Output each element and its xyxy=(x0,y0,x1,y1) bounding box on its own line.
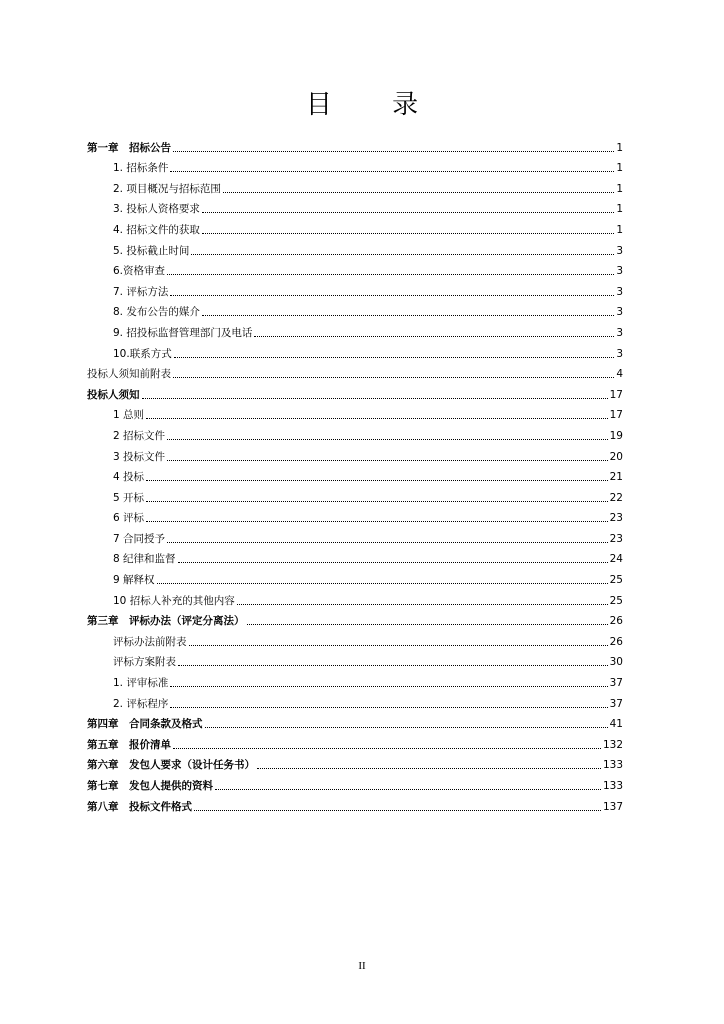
toc-entry-label: 10.联系方式 xyxy=(113,347,172,360)
toc-entry-page: 133 xyxy=(602,759,623,772)
toc-dot-leader xyxy=(173,377,614,378)
toc-entry[interactable] xyxy=(87,608,623,629)
toc-dot-leader xyxy=(146,501,608,502)
toc-entry-label: 5. 投标截止时间 xyxy=(113,244,190,257)
toc-dot-leader xyxy=(202,315,614,316)
toc-entry[interactable] xyxy=(87,299,623,320)
toc-entry[interactable] xyxy=(87,731,623,752)
toc-entry[interactable] xyxy=(87,587,623,608)
toc-entry-label: 7 合同授予 xyxy=(113,532,166,545)
toc-entry-page: 133 xyxy=(602,780,623,792)
toc-dot-leader xyxy=(194,810,601,811)
toc-entry-page: 4 xyxy=(616,368,623,381)
toc-dot-leader xyxy=(205,727,608,728)
toc-entry-label: 4. 招标文件的获取 xyxy=(113,223,200,236)
toc-entry-page: 26 xyxy=(609,615,623,628)
toc-dot-leader xyxy=(178,562,608,563)
table-of-contents xyxy=(87,134,623,814)
toc-dot-leader xyxy=(215,789,601,790)
toc-entry-page: 3 xyxy=(616,265,623,278)
toc-dot-leader xyxy=(167,439,608,440)
toc-entry-label: 第一章 招标公告 xyxy=(87,141,171,154)
toc-entry[interactable] xyxy=(87,793,623,814)
toc-entry-page: 17 xyxy=(609,409,623,422)
toc-entry[interactable] xyxy=(87,216,623,237)
toc-dot-leader xyxy=(170,686,607,687)
toc-entry-page: 1 xyxy=(616,141,623,154)
toc-entry[interactable] xyxy=(87,772,623,793)
toc-entry-label: 9. 招投标监督管理部门及电话 xyxy=(113,326,253,339)
toc-entry-label: 第四章 合同条款及格式 xyxy=(87,718,203,731)
toc-dot-leader xyxy=(173,151,614,152)
toc-entry[interactable] xyxy=(87,484,623,505)
toc-dot-leader xyxy=(146,480,608,481)
toc-entry-page: 21 xyxy=(609,471,623,484)
toc-entry-label: 1. 评审标准 xyxy=(113,677,169,690)
toc-entry-page: 23 xyxy=(609,512,623,525)
toc-entry[interactable] xyxy=(87,319,623,340)
toc-entry[interactable] xyxy=(87,628,623,649)
toc-entry[interactable] xyxy=(87,237,623,258)
toc-entry-page: 137 xyxy=(602,800,623,813)
toc-entry-label: 6 评标 xyxy=(113,512,145,525)
toc-entry-label: 第七章 发包人提供的资料 xyxy=(87,780,213,792)
toc-dot-leader xyxy=(189,645,608,646)
toc-entry-label: 8. 发布公告的媒介 xyxy=(113,306,200,319)
toc-dot-leader xyxy=(170,171,614,172)
toc-entry-label: 8 纪律和监督 xyxy=(113,553,176,566)
toc-dot-leader xyxy=(167,460,608,461)
toc-entry-label: 10 招标人补充的其他内容 xyxy=(113,594,235,607)
toc-entry-label: 4 投标 xyxy=(113,471,145,484)
toc-dot-leader xyxy=(257,768,601,769)
toc-entry[interactable] xyxy=(87,340,623,361)
toc-dot-leader xyxy=(254,336,614,337)
toc-entry-page: 3 xyxy=(616,285,623,298)
page-number: II xyxy=(358,960,366,972)
toc-entry[interactable] xyxy=(87,649,623,670)
toc-entry[interactable] xyxy=(87,196,623,217)
toc-dot-leader xyxy=(170,295,614,296)
toc-entry-page: 41 xyxy=(609,718,623,731)
toc-dot-leader xyxy=(146,521,608,522)
toc-dot-leader xyxy=(146,418,608,419)
toc-entry-label: 投标人须知前附表 xyxy=(87,368,171,381)
toc-entry-page: 23 xyxy=(609,532,623,545)
toc-entry-label: 9 解释权 xyxy=(113,574,155,587)
toc-entry-label: 6.资格审查 xyxy=(113,265,166,278)
toc-entry[interactable] xyxy=(87,443,623,464)
toc-entry-page: 3 xyxy=(616,244,623,257)
toc-entry[interactable] xyxy=(87,155,623,176)
toc-dot-leader xyxy=(167,542,608,543)
toc-entry[interactable] xyxy=(87,278,623,299)
toc-dot-leader xyxy=(202,233,614,234)
toc-entry-label: 3 投标文件 xyxy=(113,450,166,463)
toc-entry[interactable] xyxy=(87,175,623,196)
toc-entry-label: 1 总则 xyxy=(113,409,145,422)
toc-entry[interactable] xyxy=(87,361,623,382)
toc-entry[interactable] xyxy=(87,546,623,567)
toc-entry-page: 25 xyxy=(609,594,623,607)
toc-entry-label: 2. 项目概况与招标范围 xyxy=(113,182,221,195)
toc-dot-leader xyxy=(157,583,608,584)
toc-entry-label: 投标人须知 xyxy=(87,388,140,401)
toc-entry-label: 1. 招标条件 xyxy=(113,162,169,175)
toc-entry-page: 22 xyxy=(609,491,623,504)
toc-entry[interactable] xyxy=(87,690,623,711)
toc-entry-label: 第三章 评标办法（评定分离法） xyxy=(87,615,245,628)
toc-dot-leader xyxy=(223,192,614,193)
toc-dot-leader xyxy=(191,254,614,255)
toc-entry[interactable] xyxy=(87,752,623,773)
toc-entry-page: 30 xyxy=(609,656,623,669)
toc-entry-page: 132 xyxy=(602,738,623,751)
toc-entry-page: 1 xyxy=(616,203,623,216)
toc-entry-label: 2. 评标程序 xyxy=(113,697,169,710)
toc-entry-page: 1 xyxy=(616,223,623,236)
toc-entry[interactable] xyxy=(87,711,623,732)
toc-entry[interactable] xyxy=(87,402,623,423)
toc-entry-label: 7. 评标方法 xyxy=(113,285,169,298)
toc-entry-page: 20 xyxy=(609,450,623,463)
toc-dot-leader xyxy=(142,398,608,399)
toc-entry-label: 评标方案附表 xyxy=(113,656,176,669)
toc-entry[interactable] xyxy=(87,134,623,155)
toc-entry-page: 3 xyxy=(616,326,623,339)
toc-dot-leader xyxy=(170,707,607,708)
toc-entry[interactable] xyxy=(87,566,623,587)
toc-dot-leader xyxy=(167,274,614,275)
toc-entry-page: 26 xyxy=(609,635,623,648)
toc-entry-label: 第八章 投标文件格式 xyxy=(87,800,192,813)
toc-entry-page: 19 xyxy=(609,429,623,442)
toc-entry[interactable] xyxy=(87,381,623,402)
toc-entry-page: 37 xyxy=(609,677,623,690)
toc-entry-page: 37 xyxy=(609,697,623,710)
toc-entry[interactable] xyxy=(87,258,623,279)
toc-entry[interactable] xyxy=(87,525,623,546)
toc-entry-label: 3. 投标人资格要求 xyxy=(113,203,200,216)
toc-entry-label: 第六章 发包人要求（设计任务书） xyxy=(87,759,255,772)
toc-entry-label: 5 开标 xyxy=(113,491,145,504)
toc-entry[interactable] xyxy=(87,505,623,526)
toc-entry-page: 25 xyxy=(609,574,623,587)
toc-entry-label: 第五章 报价清单 xyxy=(87,738,171,751)
toc-entry-page: 3 xyxy=(616,306,623,319)
toc-dot-leader xyxy=(174,357,615,358)
toc-dot-leader xyxy=(202,212,614,213)
toc-entry-label: 2 招标文件 xyxy=(113,429,166,442)
page-title: 目 录 xyxy=(305,90,445,120)
toc-dot-leader xyxy=(247,624,608,625)
toc-entry[interactable] xyxy=(87,464,623,485)
toc-entry-page: 17 xyxy=(609,388,623,401)
toc-entry-page: 1 xyxy=(616,162,623,175)
toc-entry-label: 评标办法前附表 xyxy=(113,635,187,648)
toc-entry[interactable] xyxy=(87,422,623,443)
toc-entry-page: 3 xyxy=(616,347,623,360)
toc-entry-page: 1 xyxy=(616,182,623,195)
toc-dot-leader xyxy=(178,665,608,666)
toc-entry-page: 24 xyxy=(609,553,623,566)
toc-dot-leader xyxy=(237,604,608,605)
toc-entry[interactable] xyxy=(87,669,623,690)
toc-dot-leader xyxy=(173,748,601,749)
